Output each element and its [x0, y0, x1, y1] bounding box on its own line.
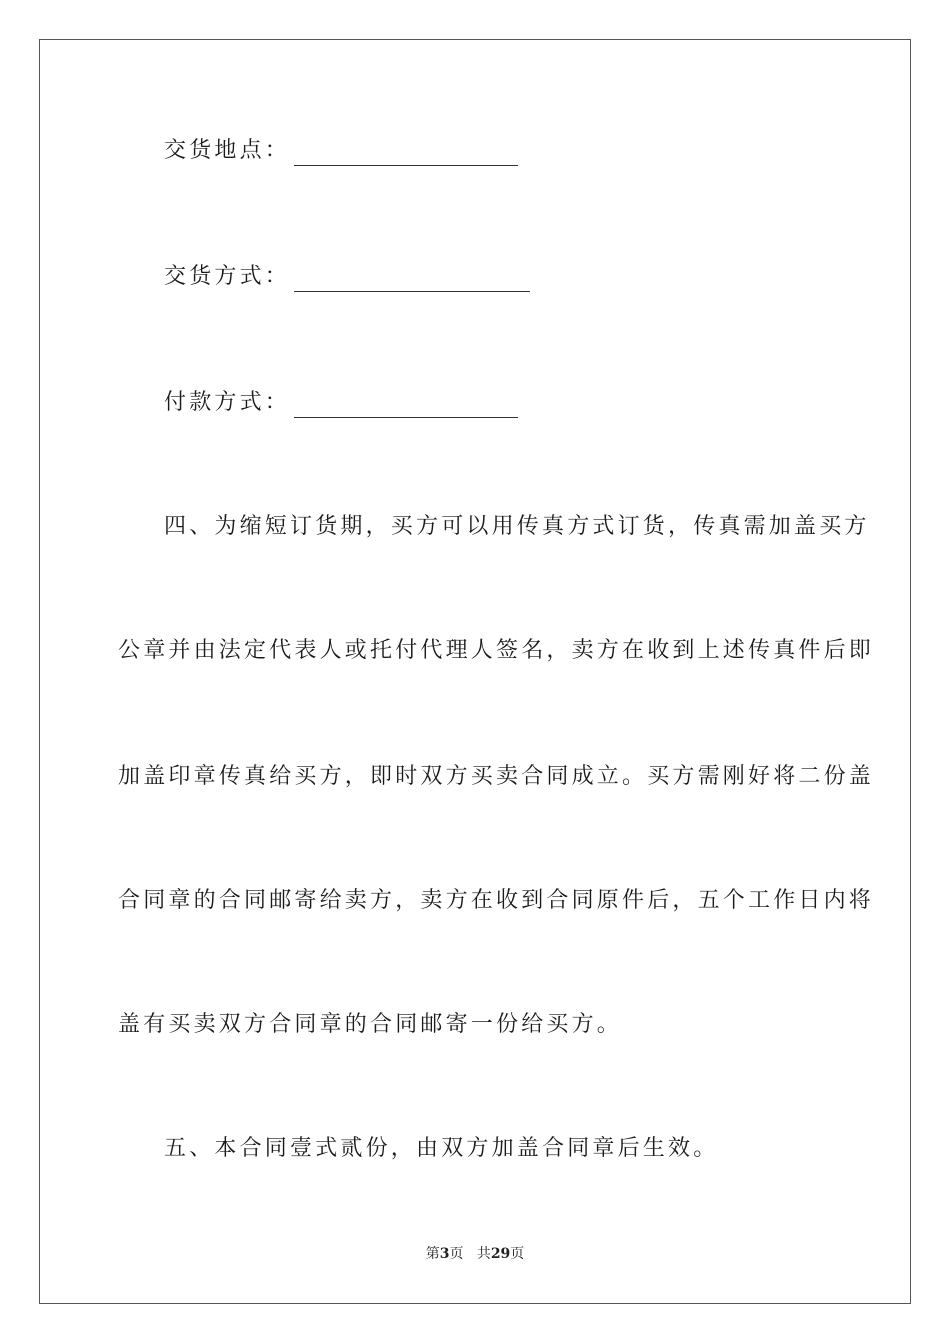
- paragraph-4-line-5: 盖有买卖双方合同章的合同邮寄一份给买方。: [118, 1012, 623, 1037]
- page-suffix: 页: [449, 1246, 464, 1262]
- page-border: [39, 39, 911, 1304]
- field-label: 付款方式：: [164, 390, 291, 415]
- paragraph-5: 五、本合同壹式贰份，由双方加盖合同章后生效。: [164, 1136, 719, 1161]
- blank-line[interactable]: [294, 143, 518, 166]
- field-label: 交货方式：: [164, 264, 291, 289]
- paragraph-4-line-1: 四、为缩短订货期，买方可以用传真方式订货，传真需加盖买方: [164, 514, 870, 539]
- page-footer: [0, 1245, 950, 1263]
- page-number: 3: [439, 1246, 450, 1262]
- page-prefix: 第: [425, 1246, 440, 1262]
- blank-line[interactable]: [294, 269, 530, 292]
- field-payment-method: [164, 388, 834, 418]
- field-label: 交货地点：: [164, 138, 291, 163]
- field-delivery-location: [164, 136, 834, 166]
- total-pages: 29: [490, 1246, 511, 1262]
- paragraph-4-line-3: 加盖印章传真给买方，即时双方买卖合同成立。买方需刚好将二份盖: [118, 764, 875, 789]
- paragraph-4-line-4: 合同章的合同邮寄给卖方，卖方在收到合同原件后，五个工作日内将: [118, 888, 875, 913]
- field-delivery-method: [164, 262, 834, 292]
- paragraph-4-line-2: 公章并由法定代表人或托付代理人签名，卖方在收到上述传真件后即: [118, 638, 875, 663]
- total-suffix: 页: [510, 1246, 525, 1262]
- blank-line[interactable]: [294, 395, 518, 418]
- total-prefix: 共: [476, 1246, 491, 1262]
